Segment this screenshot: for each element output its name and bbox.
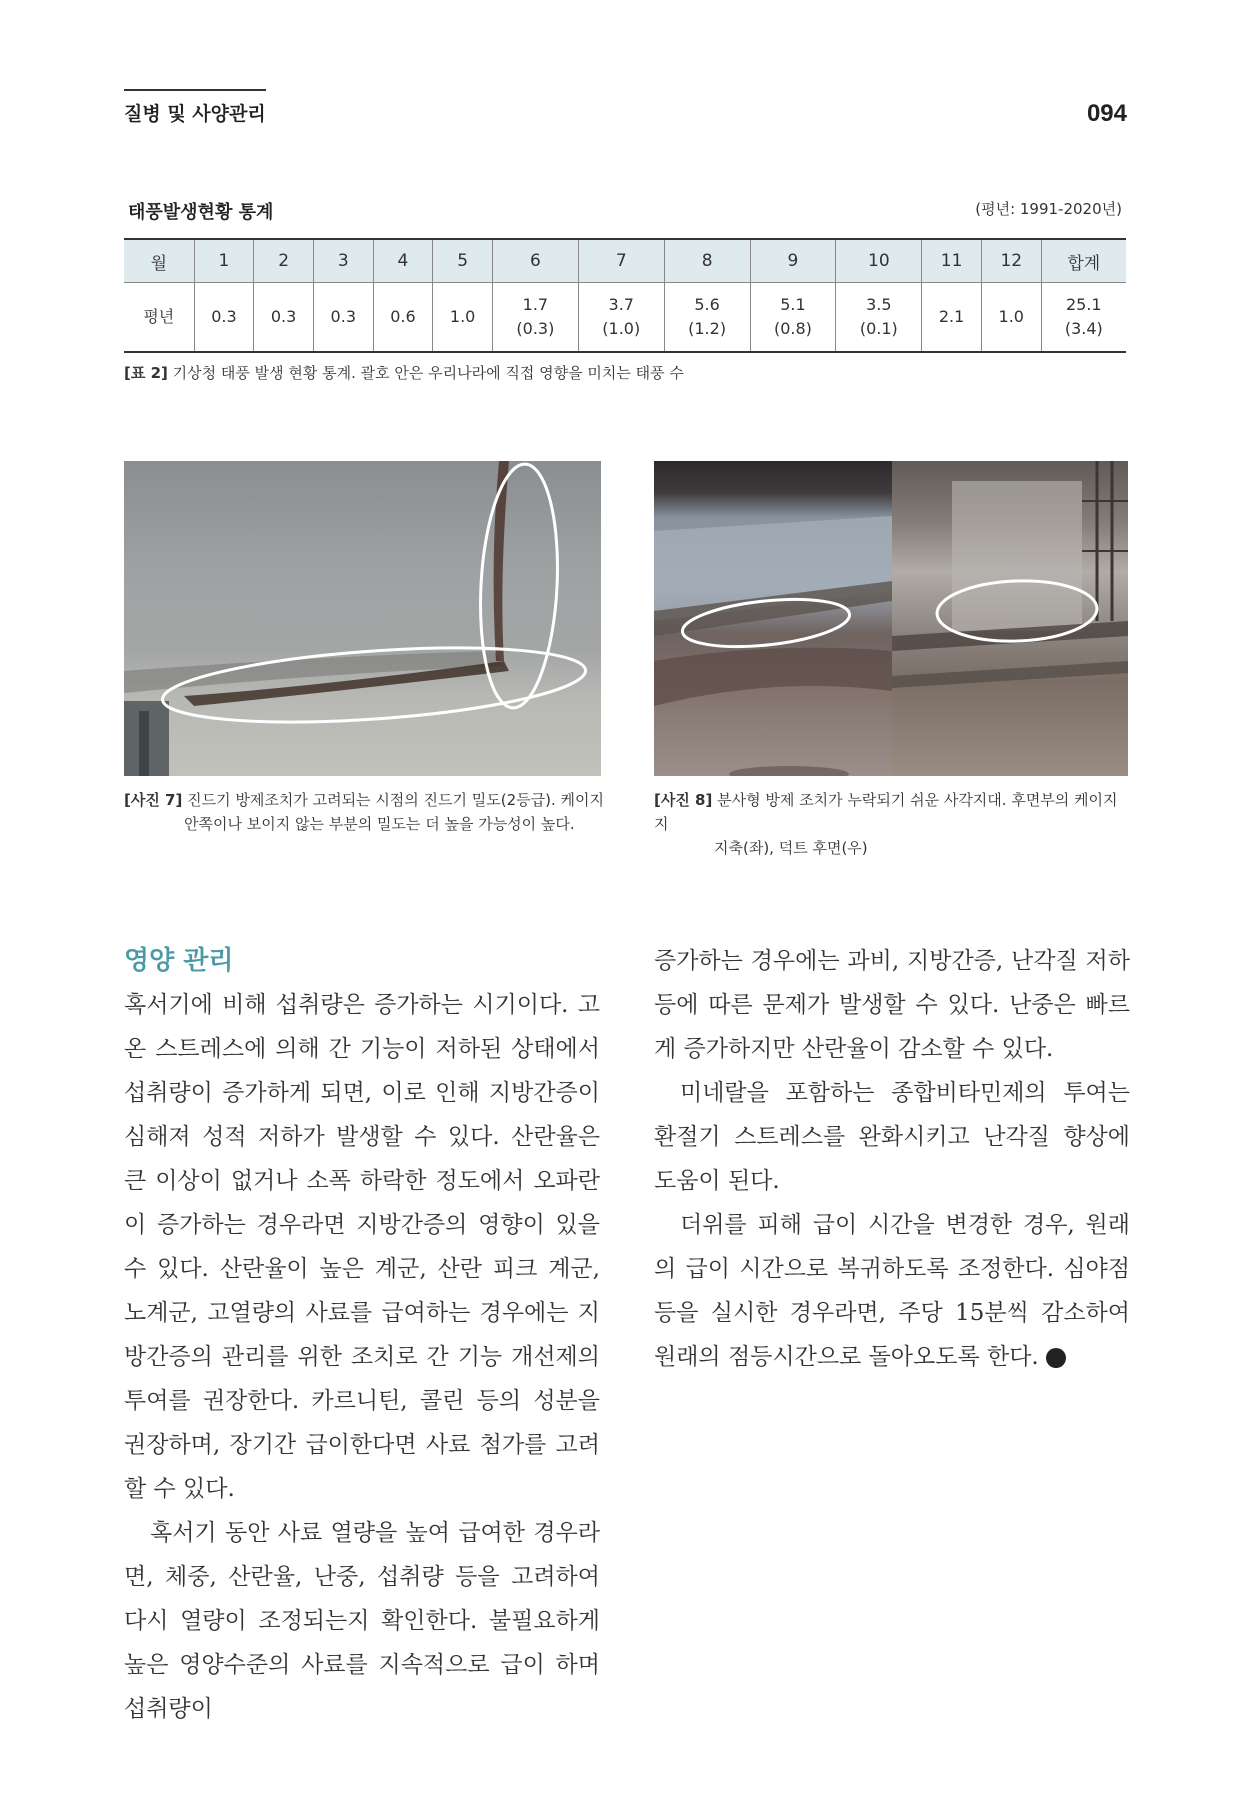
photo-mite-density-graphic [124,461,601,776]
cell-value: 3.5 [866,295,892,314]
header-cell: 3 [313,239,373,283]
page-number: 094 [1086,100,1127,127]
section-heading: 영양 관리 [124,946,234,976]
photo-duct-back-graphic [892,461,1128,776]
header-cell: 9 [750,239,836,283]
table-cell [194,283,254,353]
cell-subvalue: (0.3) [516,319,555,338]
header-cell: 1 [194,239,254,283]
table-cell [313,283,373,353]
article-right-column [654,939,1130,1379]
table-cell [492,283,578,353]
table-cell [433,283,493,353]
photo-7-caption-label: [사진 7] [124,791,183,809]
paragraph-final [654,1203,1130,1379]
table-caption [124,362,684,383]
photo-mite-density [124,461,601,776]
table-note: (평년: 1991-2020년) [975,200,1122,218]
cell-value: 1.7 [522,295,549,314]
photo-cage-support-graphic [654,461,892,776]
cell-subvalue: (1.2) [688,319,727,338]
paragraph-text: 더위를 피해 급이 시간을 변경한 경우, 원래의 급이 시간으로 복귀하도록 조정한다. 심야점등을 실시한 경우라면, 주당 15분씩 감소하여 원래의 점등시간으로 돌아오도록 한다. [654,1212,1130,1370]
header-cell: 8 [664,239,750,283]
header-cell: 월 [124,239,194,283]
typhoon-stats-table [124,238,1126,353]
cell-value: 5.1 [780,295,806,314]
table-header-row [124,239,1126,283]
cell-subvalue: (0.8) [773,319,812,338]
cell-value: 0.6 [390,307,416,326]
article-left-column [124,983,600,1731]
cell-subvalue: (0.1) [859,319,898,338]
table-cell [664,283,750,353]
cell-value: 0.3 [211,307,237,326]
photo-cage-support [654,461,892,776]
paragraph: 증가하는 경우에는 과비, 지방간증, 난각질 저하 등에 따른 문제가 발생할 수 있다. 난중은 빠르게 증가하지만 산란율이 감소할 수 있다. [654,948,1130,1062]
header-cell: 4 [373,239,433,283]
header-cell: 10 [836,239,922,283]
table-cell [373,283,433,353]
paragraph: 혹서기 동안 사료 열량을 높여 급여한 경우라면, 체중, 산란율, 난중, 섭취량 등을 고려하여 다시 열량이 조정되는지 확인한다. 불필요하게 높은 영양수준의 사료를 지속적으로 급이 하며 섭취량이 [124,1520,600,1722]
paragraph: 혹서기에 비해 섭취량은 증가하는 시기이다. 고온 스트레스에 의해 간 기능이 저하된 상태에서 섭취량이 증가하게 되면, 이로 인해 지방간증이 심해져 성적 저하가 발생할 수 있다. 산란율은 큰 이상이 없거나 소폭 하락한 정도에서 오파란이 증가하는 경우라면 지방간증의 영향이 있을 수 있다. 산란율이 높은 계군, 산란 피크 계군, 노계군, 고열량의 사료를 급여하는 경우에는 지방간증의 관리를 위한 조치로 간 기능 개선제의 투여를 권장한다. 카르니틴, 콜린 등의 성분을 권장하며, 장기간 급이한다면 사료 첨가를 고려할 수 있다. [124,992,600,1502]
cell-subvalue: (1.0) [602,319,641,338]
section-header: 질병 및 사양관리 [124,89,266,126]
table-row [124,283,1126,353]
cell-value: 25.1 [1065,295,1102,314]
photo-8-caption-line1: 분사형 방제 조치가 누락되기 쉬운 사각지대. 후면부의 케이지 지 [654,791,1118,833]
table-cell [254,283,314,353]
end-mark-icon: 끝 [1046,1348,1066,1368]
header-cell: 합계 [1041,239,1126,283]
table-cell [1041,283,1126,353]
cell-value: 1.0 [998,307,1024,326]
cell-value: 2.1 [938,307,965,326]
cell-subvalue: (3.4) [1064,319,1103,338]
photo-8-caption [654,788,1132,860]
table-cell [578,283,664,353]
table-cell [750,283,836,353]
table-cell [981,283,1041,353]
table-title: 태풍발생현황 통계 [128,202,274,223]
header-cell: 5 [433,239,493,283]
cell-value: 0.3 [330,307,356,326]
table-caption-text: 기상청 태풍 발생 현황 통계. 괄호 안은 우리나라에 직접 영향을 미치는 태풍 수 [167,364,684,382]
photo-7-caption-line1: 진드기 방제조치가 고려되는 시점의 진드기 밀도(2등급). 케이지 [182,791,605,809]
header-cell: 12 [981,239,1041,283]
header-cell: 11 [922,239,982,283]
cell-value: 1.0 [449,307,476,326]
header-cell: 2 [254,239,314,283]
table-cell [922,283,982,353]
table-caption-label: [표 2] [124,364,168,382]
photo-7-caption [124,788,610,836]
header-cell: 6 [492,239,578,283]
photo-duct-back [892,461,1128,776]
photo-8-caption-label: [사진 8] [654,791,713,809]
paragraph: 미네랄을 포함하는 종합비타민제의 투여는 환절기 스트레스를 완화시키고 난각질 향상에 도움이 된다. [654,1080,1130,1194]
cell-value: 3.7 [608,295,634,314]
photo-8-caption-line2: 지축(좌), 덕트 후면(우) [714,839,868,857]
header-cell: 7 [578,239,664,283]
photo-7-caption-line2: 안쪽이나 보이지 않는 부분의 밀도는 더 높을 가능성이 높다. [184,815,575,833]
cell-value: 0.3 [270,307,297,326]
cell-value: 5.6 [694,295,720,314]
table-cell [836,283,922,353]
row-label: 평년 [124,283,194,353]
